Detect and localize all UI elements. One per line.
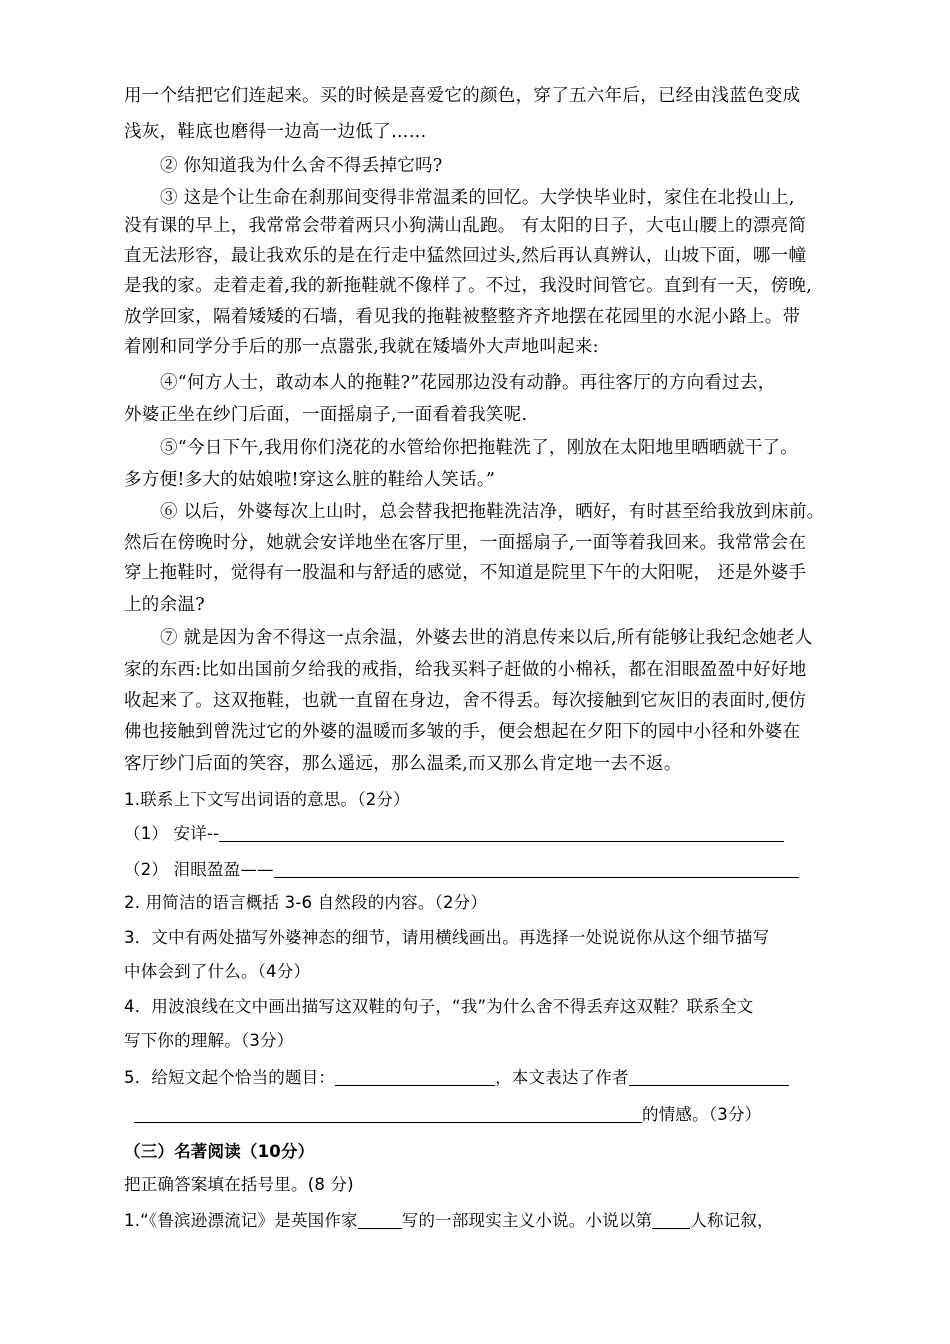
paragraph-4-line: ④“何方人士，敢动本人的拖鞋?”花园那边没有动静。再往客厅的方向看过去， [160,373,776,393]
passage-line: 上的余温? [124,595,205,615]
passage-line: 多方便!多大的姑娘啦!穿这么脏的鞋给人笑话。” [124,470,496,490]
question-3-line: 3．文中有两处描写外婆神态的细节，请用横线画出。再选择一处说说你从这个细节描写 [124,928,770,947]
passage-line: 穿上拖鞋时，觉得有一股温和与舒适的感觉，不知道是院里下午的大阳呢， 还是外婆手 [124,563,807,583]
answer-blank-author-2[interactable] [134,1104,642,1123]
passage-line: 外婆正坐在纱门后面，一面摇扇子,一面看着我笑呢. [124,405,528,425]
question-1a-label: （1） 安详-- [124,824,220,843]
passage-line: 放学回家，隔着矮矮的石墙，看见我的拖鞋被整整齐齐地摆在花园里的水泥小路上。带 [124,307,801,327]
question-1b-label: （2） 泪眼盈盈—— [124,860,274,879]
section-3-instruction: 把正确答案填在括号里。(8 分) [124,1175,354,1194]
question-3-line: 中体会到了什么。（4分） [124,962,311,981]
paragraph-7-line: ⑦ 就是因为舍不得这一点余温，外婆去世的消息传来以后,所有能够让我纪念她老人 [160,628,813,648]
answer-blank-author-1[interactable] [629,1067,789,1086]
question-2: 2. 用简洁的语言概括 3-6 自然段的内容。（2分） [124,893,488,912]
question-1a [124,820,784,844]
section-3-heading: （三）名著阅读（10分） [124,1142,315,1161]
question-5-prompt: 5．给短文起个恰当的题目： [124,1068,336,1087]
passage-line: 浅灰，鞋底也磨得一边高一边低了…… [124,122,427,142]
question-5-end: 的情感。（3分） [642,1105,762,1124]
passage-line: 没有课的早上，我常常会带着两只小狗满山乱跑。 有太阳的日子，大屯山腰上的漂亮简 [124,216,807,236]
question-5-middle: ，本文表达了作者 [495,1068,629,1087]
paragraph-5-line: ⑤“今日下午,我用你们浇花的水管给你把拖鞋洗了，刚放在太阳地里晒晒就干了。 [160,438,799,458]
paragraph-3-line: ③ 这是个让生命在刹那间变得非常温柔的回忆。大学快毕业时，家住在北投山上, [160,188,795,208]
passage-line: 直无法形容，最让我欢乐的是在行走中猛然回过头,然后再认真辨认，山坡下面，哪一幢 [124,246,807,266]
answer-blank-1a[interactable] [219,823,784,842]
answer-blank-author-name[interactable] [358,1210,402,1229]
question-1b [124,856,799,880]
answer-blank-person[interactable] [652,1210,690,1229]
passage-line: 用一个结把它们连起来。买的时候是喜爱它的颜色，穿了五六年后，已经由浅蓝色变成 [124,86,801,106]
question-4-line: 4．用波浪线在文中画出描写这双鞋的句子，“我”为什么舍不得丢弃这双鞋？联系全文 [124,997,754,1016]
section-3-question-1 [124,1207,774,1231]
section-3-q1-part3: 人称记叙， [690,1211,774,1230]
passage-line: 收起来了。这双拖鞋，也就一直留在身边，舍不得丢。每次接触到它灰旧的表面时,便仿 [124,691,807,711]
answer-blank-title[interactable] [335,1067,495,1086]
passage-line: 然后在傍晚时分，她就会安详地坐在客厅里，一面摇扇子,一面等着我回来。我常常会在 [124,533,807,553]
question-4-line: 写下你的理解。（3分） [124,1031,294,1050]
paragraph-6-line: ⑥ 以后，外婆每次上山时，总会替我把拖鞋洗洁净，晒好，有时甚至给我放到床前。 [160,502,825,522]
section-3-q1-part2: 写的一部现实主义小说。小说以第 [401,1211,653,1230]
question-5-line [134,1101,761,1125]
passage-line: 家的东西:比如出国前夕给我的戒指，给我买料子赶做的小棉袄，都在泪眼盈盈中好好地 [124,660,807,680]
section-3-q1-part1: 1.“《鲁滨逊漂流记》是英国作家 [124,1211,358,1230]
passage-line: 着刚和同学分手后的那一点嚣张,我就在矮墙外大声地叫起来: [124,337,599,357]
paragraph-2: ② 你知道我为什么舍不得丢掉它吗? [160,156,443,176]
answer-blank-1b[interactable] [274,859,799,878]
question-1-title: 1.联系上下文写出词语的意思。（2分） [124,790,410,809]
passage-line: 是我的家。走着走着,我的新拖鞋就不像样了。不过，我没时间管它。直到有一天，傍晚, [124,276,813,296]
question-5-line [124,1064,789,1088]
passage-line: 客厅纱门后面的笑容，那么遥远，那么温柔,而又那么肯定地一去不返。 [124,754,682,774]
passage-line: 佛也接触到曾洗过它的外婆的温暖而多皱的手，便会想起在夕阳下的园中小径和外婆在 [124,722,801,742]
